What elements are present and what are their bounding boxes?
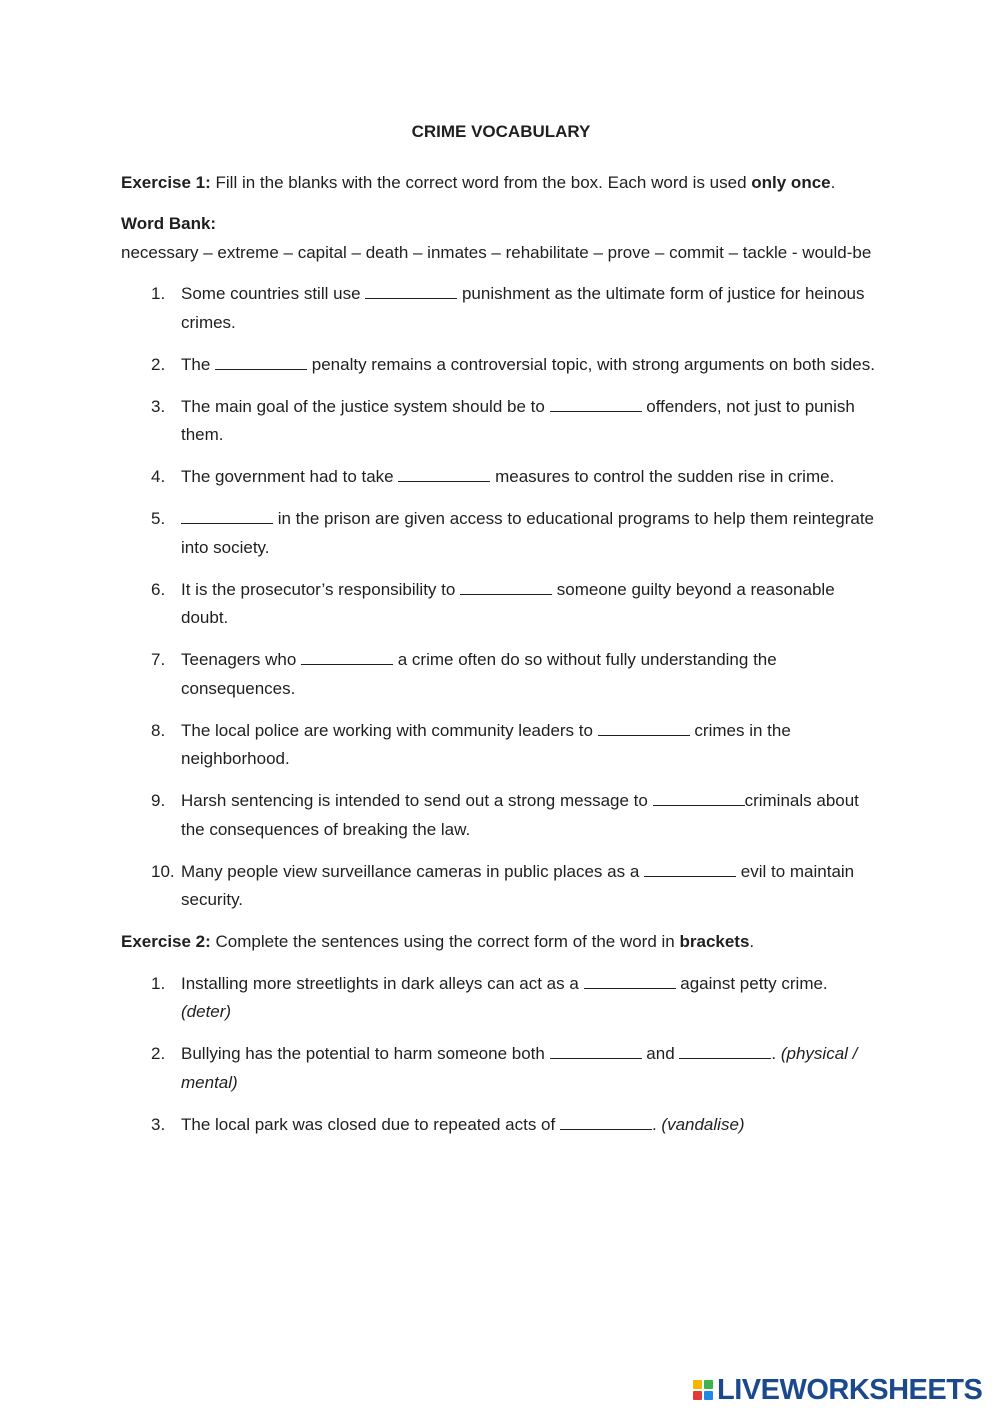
exercise1-item-2 <box>121 351 881 380</box>
word-bank: necessary – extreme – capital – death – inmates – rehabilitate – prove – commit – tackle - would-be <box>121 242 872 262</box>
item-number: 6. <box>151 579 166 599</box>
item-number: 5. <box>151 509 166 528</box>
exercise2-instruction <box>121 928 881 957</box>
answer-blank[interactable] <box>550 1042 642 1059</box>
item-text-after: crimes in the neighborhood. <box>181 720 791 768</box>
exercise2-label: Exercise 2: <box>121 932 211 951</box>
exercise1-item-4 <box>121 463 881 492</box>
exercise1-item-6 <box>121 576 881 633</box>
item-text-before: Some countries still use <box>181 284 366 303</box>
worksheet-title: CRIME VOCABULARY <box>411 122 591 141</box>
logo-square-blue <box>704 1391 713 1400</box>
answer-blank[interactable] <box>460 578 552 595</box>
item-text-before: Bullying has the potential to harm someone both <box>181 1044 550 1063</box>
item-text-mid: and <box>641 1044 680 1063</box>
item-number: 1. <box>151 284 166 303</box>
exercise1-instruction <box>121 169 881 198</box>
logo-text: LIVEWORKSHEETS <box>717 1373 983 1406</box>
liveworksheets-logo <box>693 1374 982 1406</box>
logo-grid-icon <box>693 1380 713 1400</box>
answer-blank[interactable] <box>301 648 393 665</box>
item-text-after: in the prison are given access to educational programs to help them reintegrate into society. <box>181 509 875 557</box>
logo-square-green <box>704 1380 713 1389</box>
logo-square-red <box>693 1391 702 1400</box>
item-number: 9. <box>151 791 166 810</box>
item-text-after: offenders, not just to punish them. <box>181 396 855 444</box>
item-text-after: a crime often do so without fully understanding the consequences. <box>181 650 777 698</box>
item-number: 3. <box>151 396 166 416</box>
item-text-after: evil to maintain security. <box>181 861 855 909</box>
answer-blank[interactable] <box>679 1042 771 1059</box>
item-text-before: Teenagers who <box>181 650 302 669</box>
exercise1-item-1 <box>121 280 881 337</box>
exercise1-item-9 <box>121 787 881 844</box>
answer-blank[interactable] <box>365 282 457 299</box>
item-hint: (vandalise) <box>661 1114 745 1134</box>
item-number: 2. <box>151 1044 166 1063</box>
exercise1-item-10 <box>121 858 881 915</box>
exercise1-instruction-bold: only once <box>751 172 831 192</box>
item-text-before: The local park was closed due to repeated acts of <box>181 1114 560 1134</box>
item-text-before: The local police are working with community leaders to <box>181 720 598 740</box>
answer-blank[interactable] <box>584 972 676 989</box>
word-bank-title: Word Bank: <box>121 214 217 233</box>
answer-blank[interactable] <box>181 507 273 524</box>
item-text-before: Installing more streetlights in dark alleys can act as a <box>181 973 584 993</box>
item-number: 4. <box>151 467 166 486</box>
exercise2-instruction-bold: brackets <box>679 932 750 951</box>
exercise2-instruction-end: . <box>749 932 755 951</box>
answer-blank[interactable] <box>644 860 736 877</box>
exercise1-label: Exercise 1: <box>121 172 211 192</box>
item-number: 7. <box>151 650 166 669</box>
item-text-after: . <box>651 1114 662 1134</box>
answer-blank[interactable] <box>398 465 490 482</box>
item-text-before: The <box>181 354 216 374</box>
answer-blank[interactable] <box>653 789 745 806</box>
item-number: 2. <box>151 354 166 374</box>
item-text-before: Harsh sentencing is intended to send out a strong message to <box>181 791 653 810</box>
item-text-before: Many people view surveillance cameras in public places as a <box>181 861 645 881</box>
exercise2-item-2 <box>121 1040 881 1097</box>
exercise2-item-3 <box>121 1111 881 1140</box>
item-text-before: The main goal of the justice system should be to <box>181 396 550 416</box>
item-text-after: someone guilty beyond a reasonable doubt. <box>181 579 835 627</box>
item-number: 3. <box>151 1114 166 1134</box>
answer-blank[interactable] <box>550 395 642 412</box>
item-hint: (deter) <box>181 1002 232 1021</box>
answer-blank[interactable] <box>215 353 307 370</box>
item-text-before: It is the prosecutor’s responsibility to <box>181 579 461 599</box>
logo-square-yellow <box>693 1380 702 1389</box>
exercise2-list <box>121 970 881 1140</box>
item-text-after: . <box>771 1044 781 1063</box>
item-text-after: against petty crime. <box>675 973 828 993</box>
exercise1-list <box>121 280 881 915</box>
item-text-before: The government had to take <box>181 467 399 486</box>
item-hint: (physical / mental) <box>181 1044 858 1092</box>
item-text-after: punishment as the ultimate form of justice for heinous crimes. <box>181 284 865 332</box>
exercise1-item-5 <box>121 505 881 562</box>
worksheet-page <box>121 118 881 1153</box>
item-text-after: measures to control the sudden rise in crime. <box>490 467 835 486</box>
exercise1-instruction-text: Fill in the blanks with the correct word from the box. Each word is used <box>210 172 752 192</box>
exercise2-item-1 <box>121 970 881 1027</box>
item-number: 10. <box>151 861 175 881</box>
answer-blank[interactable] <box>560 1113 652 1130</box>
answer-blank[interactable] <box>598 719 690 736</box>
item-number: 1. <box>151 973 166 993</box>
exercise1-item-8 <box>121 717 881 774</box>
item-number: 8. <box>151 720 166 740</box>
exercise1-item-7 <box>121 646 881 703</box>
exercise2-instruction-text: Complete the sentences using the correct form of the word in <box>210 932 680 951</box>
item-text-after: penalty remains a controversial topic, with strong arguments on both sides. <box>307 354 875 374</box>
exercise1-instruction-end: . <box>830 172 836 192</box>
exercise1-item-3 <box>121 393 881 450</box>
item-text-after: criminals about the consequences of breaking the law. <box>181 791 859 839</box>
